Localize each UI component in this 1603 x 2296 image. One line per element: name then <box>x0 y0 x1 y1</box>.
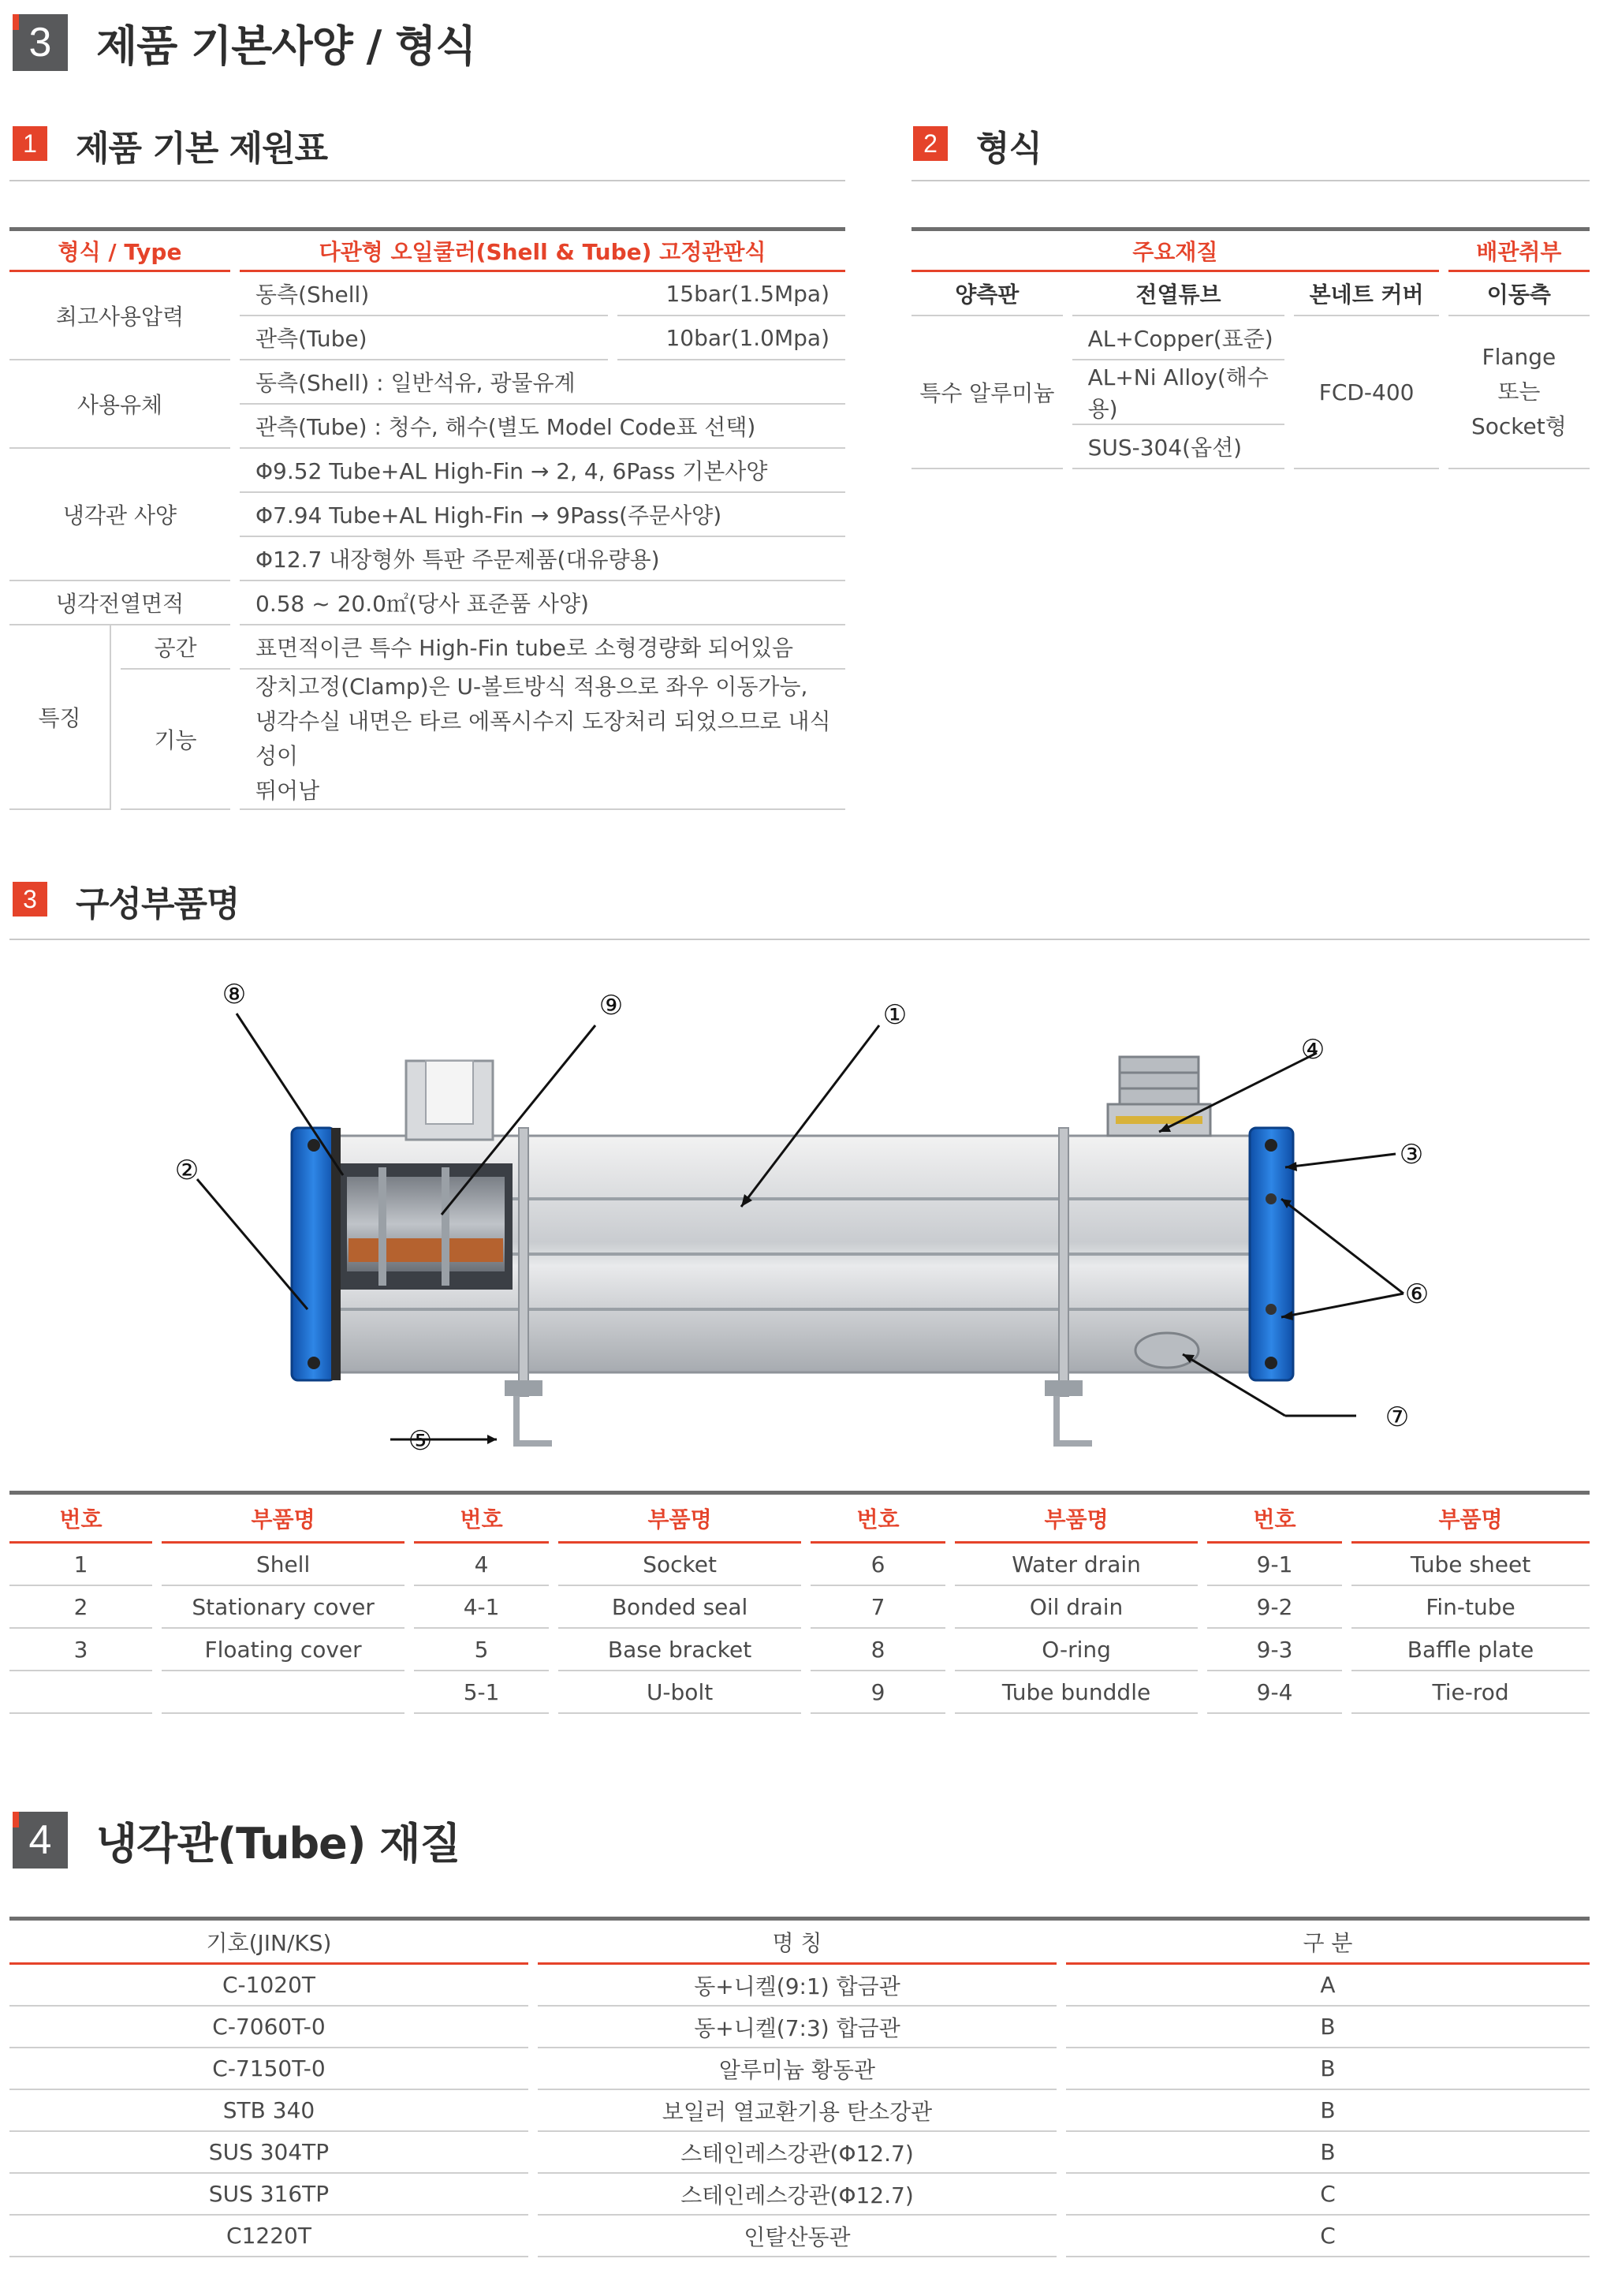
part-no: 7 <box>811 1586 945 1629</box>
material-symbol: C-1020T <box>9 1965 528 2007</box>
fluid-label: 사용유체 <box>9 360 230 449</box>
stationary-cover <box>292 1128 341 1380</box>
part-no: 9-3 <box>1207 1629 1342 1671</box>
callout-5: ⑤ <box>408 1425 433 1457</box>
table-row <box>9 2174 1590 2216</box>
part-no: 3 <box>9 1629 152 1671</box>
pressure-tube: 관측(Tube) <box>240 316 608 360</box>
section-title: 제품 기본사양 / 형식 <box>96 21 476 71</box>
material-header-symbol: 기호(JIN/KS) <box>9 1921 528 1965</box>
material-class: C <box>1066 2174 1590 2216</box>
section-number-badge: 4 <box>13 1812 68 1869</box>
part-name: Tube sheet <box>1351 1544 1590 1586</box>
part-no: 5-1 <box>414 1671 549 1714</box>
parts-header-no: 번호 <box>414 1495 549 1544</box>
cooling-label: 냉각관 사양 <box>9 449 230 581</box>
part-name: Stationary cover <box>162 1586 404 1629</box>
part-name <box>162 1671 404 1714</box>
material-name: 알루미늄 황동관 <box>538 2048 1057 2090</box>
part-name: Baffle plate <box>1351 1629 1590 1671</box>
part-no: 9 <box>811 1671 945 1714</box>
table-row <box>9 1629 1590 1671</box>
form-table <box>902 231 1599 469</box>
pressure-label: 최고사용압력 <box>9 272 230 360</box>
part-name: Tie-rod <box>1351 1671 1590 1714</box>
material-name: 스테인레스강관(Φ12.7) <box>538 2174 1057 2216</box>
callout-3: ③ <box>1399 1139 1424 1170</box>
side-value-line: Flange <box>1482 344 1556 370</box>
part-no: 2 <box>9 1586 152 1629</box>
material-class: A <box>1066 1965 1590 2007</box>
pressure-tube-value: 10bar(1.0Mpa) <box>617 316 845 360</box>
parts-header-name: 부품명 <box>955 1495 1198 1544</box>
oil-cooler-diagram <box>142 970 1498 1475</box>
function-label: 기능 <box>121 670 230 810</box>
table-row <box>9 1586 1590 1629</box>
spec-number-badge: 1 <box>13 126 47 161</box>
parts-title: 구성부품명 <box>76 884 240 924</box>
material-class: C <box>1066 2216 1590 2257</box>
side-value-line: Socket형 <box>1471 413 1567 439</box>
feature-label: 특징 <box>9 625 111 810</box>
cooling-spec-1: Φ9.52 Tube+AL High-Fin → 2, 4, 6Pass 기본사양 <box>240 449 845 493</box>
material-name: 동+니켈(9:1) 합금관 <box>538 1965 1057 2007</box>
part-name: O-ring <box>955 1629 1198 1671</box>
tube-bundle-cutaway <box>331 1163 513 1290</box>
material-class: B <box>1066 2132 1590 2174</box>
fluid-shell: 동측(Shell) : 일반석유, 광물유계 <box>240 360 845 405</box>
cooling-spec-3: Φ12.7 내장형外 특판 주문제품(대유량용) <box>240 537 845 581</box>
callout-4: ④ <box>1300 1034 1325 1066</box>
material-class: B <box>1066 2048 1590 2090</box>
oil-drain <box>1135 1333 1199 1368</box>
part-name: Socket <box>558 1544 801 1586</box>
divider <box>9 180 845 181</box>
part-no: 1 <box>9 1544 152 1586</box>
tube-value: AL+Copper(표준) <box>1072 316 1285 360</box>
part-no: 6 <box>811 1544 945 1586</box>
fluid-tube: 관측(Tube) : 청수, 해수(별도 Model Code표 선택) <box>240 405 845 449</box>
material-class: B <box>1066 2007 1590 2048</box>
divider <box>9 939 1590 940</box>
space-text: 표면적이큰 특수 High-Fin tube로 소형경량화 되어있음 <box>240 625 845 670</box>
material-symbol: STB 340 <box>9 2090 528 2132</box>
table-row <box>9 1544 1590 1586</box>
main-material-header: 주요재질 <box>911 231 1439 272</box>
part-name: U-bolt <box>558 1671 801 1714</box>
material-symbol: C-7150T-0 <box>9 2048 528 2090</box>
tubesheet-header: 양측판 <box>911 272 1063 316</box>
part-name: Tube bunddle <box>955 1671 1198 1714</box>
material-table <box>0 1921 1599 2257</box>
material-name: 동+니켈(7:3) 합금관 <box>538 2007 1057 2048</box>
material-header-name: 명 칭 <box>538 1921 1057 1965</box>
part-no: 8 <box>811 1629 945 1671</box>
function-line: 냉각수실 내면은 타르 에폭시수지 도장처리 되었으므로 내식성이 <box>255 708 831 769</box>
part-no: 4-1 <box>414 1586 549 1629</box>
floating-cover <box>1250 1128 1293 1380</box>
table-row <box>9 2007 1590 2048</box>
callout-1: ① <box>882 999 908 1031</box>
divider <box>911 180 1590 181</box>
callout-9: ⑨ <box>598 990 624 1021</box>
part-name: Floating cover <box>162 1629 404 1671</box>
part-name: Shell <box>162 1544 404 1586</box>
part-name: Base bracket <box>558 1629 801 1671</box>
socket-fitting <box>1108 1057 1210 1136</box>
cover-header: 본네트 커버 <box>1294 272 1438 316</box>
parts-header-no: 번호 <box>1207 1495 1342 1544</box>
part-no <box>9 1671 152 1714</box>
parts-header-no: 번호 <box>811 1495 945 1544</box>
base-brackets <box>516 1396 1092 1443</box>
part-name: Fin-tube <box>1351 1586 1590 1629</box>
piping-header: 배관취부 <box>1448 231 1590 272</box>
spec-title: 제품 기본 제원표 <box>76 129 328 169</box>
tubesheet-value: 특수 알루미늄 <box>911 316 1063 469</box>
cover-value: FCD-400 <box>1294 316 1438 469</box>
part-no: 9-4 <box>1207 1671 1342 1714</box>
part-name: Water drain <box>955 1544 1198 1586</box>
area-value: 0.58 ~ 20.0㎡(당사 표준품 사양) <box>240 581 845 625</box>
cooling-spec-2: Φ7.94 Tube+AL High-Fin → 9Pass(주문사양) <box>240 493 845 537</box>
table-row <box>9 2216 1590 2257</box>
side-value <box>1448 316 1590 469</box>
table-row <box>9 2090 1590 2132</box>
material-class: B <box>1066 2090 1590 2132</box>
material-symbol: C1220T <box>9 2216 528 2257</box>
spec-header-desc: 다관형 오일쿨러(Shell & Tube) 고정관판식 <box>240 231 845 272</box>
material-name: 인탈산동관 <box>538 2216 1057 2257</box>
material-header-class: 구 분 <box>1066 1921 1590 1965</box>
function-line: 장치고정(Clamp)은 U-볼트방식 적용으로 좌우 이동가능, <box>255 674 808 700</box>
callout-7: ⑦ <box>1385 1402 1410 1433</box>
tube-value: SUS-304(옵션) <box>1072 425 1285 469</box>
space-label: 공간 <box>121 625 230 670</box>
tube-header: 전열튜브 <box>1072 272 1285 316</box>
spec-header-type: 형식 / Type <box>9 231 230 272</box>
material-name: 스테인레스강관(Φ12.7) <box>538 2132 1057 2174</box>
inlet-nozzle <box>406 1061 493 1140</box>
spec-table <box>0 231 855 810</box>
part-no: 9-2 <box>1207 1586 1342 1629</box>
side-header: 이동측 <box>1448 272 1590 316</box>
material-symbol: C-7060T-0 <box>9 2007 528 2048</box>
form-title: 형식 <box>976 129 1042 169</box>
parts-table <box>0 1495 1599 1714</box>
parts-header-no: 번호 <box>9 1495 152 1544</box>
parts-header-name: 부품명 <box>1351 1495 1590 1544</box>
parts-header-name: 부품명 <box>558 1495 801 1544</box>
section-number-badge: 3 <box>13 14 68 71</box>
part-no: 4 <box>414 1544 549 1586</box>
area-label: 냉각전열면적 <box>9 581 230 625</box>
tube-value: AL+Ni Alloy(해수용) <box>1072 360 1285 425</box>
part-name: Oil drain <box>955 1586 1198 1629</box>
callout-2: ② <box>174 1155 199 1186</box>
function-line: 뛰어남 <box>255 778 320 804</box>
table-row <box>9 2132 1590 2174</box>
table-row <box>9 1965 1590 2007</box>
function-text <box>240 670 845 810</box>
pressure-shell: 동측(Shell) <box>240 272 608 316</box>
parts-header-name: 부품명 <box>162 1495 404 1544</box>
parts-number-badge: 3 <box>13 882 47 917</box>
form-number-badge: 2 <box>913 126 948 161</box>
part-no: 5 <box>414 1629 549 1671</box>
material-name: 보일러 열교환기용 탄소강관 <box>538 2090 1057 2132</box>
callout-6: ⑥ <box>1404 1279 1430 1310</box>
table-row <box>9 1671 1590 1714</box>
table-row <box>9 2048 1590 2090</box>
section-title: 냉각관(Tube) 재질 <box>96 1819 460 1869</box>
side-value-line: 또는 <box>1497 379 1541 405</box>
part-no: 9-1 <box>1207 1544 1342 1586</box>
material-symbol: SUS 316TP <box>9 2174 528 2216</box>
part-name: Bonded seal <box>558 1586 801 1629</box>
callout-8: ⑧ <box>222 979 247 1010</box>
pressure-shell-value: 15bar(1.5Mpa) <box>617 272 845 316</box>
material-symbol: SUS 304TP <box>9 2132 528 2174</box>
